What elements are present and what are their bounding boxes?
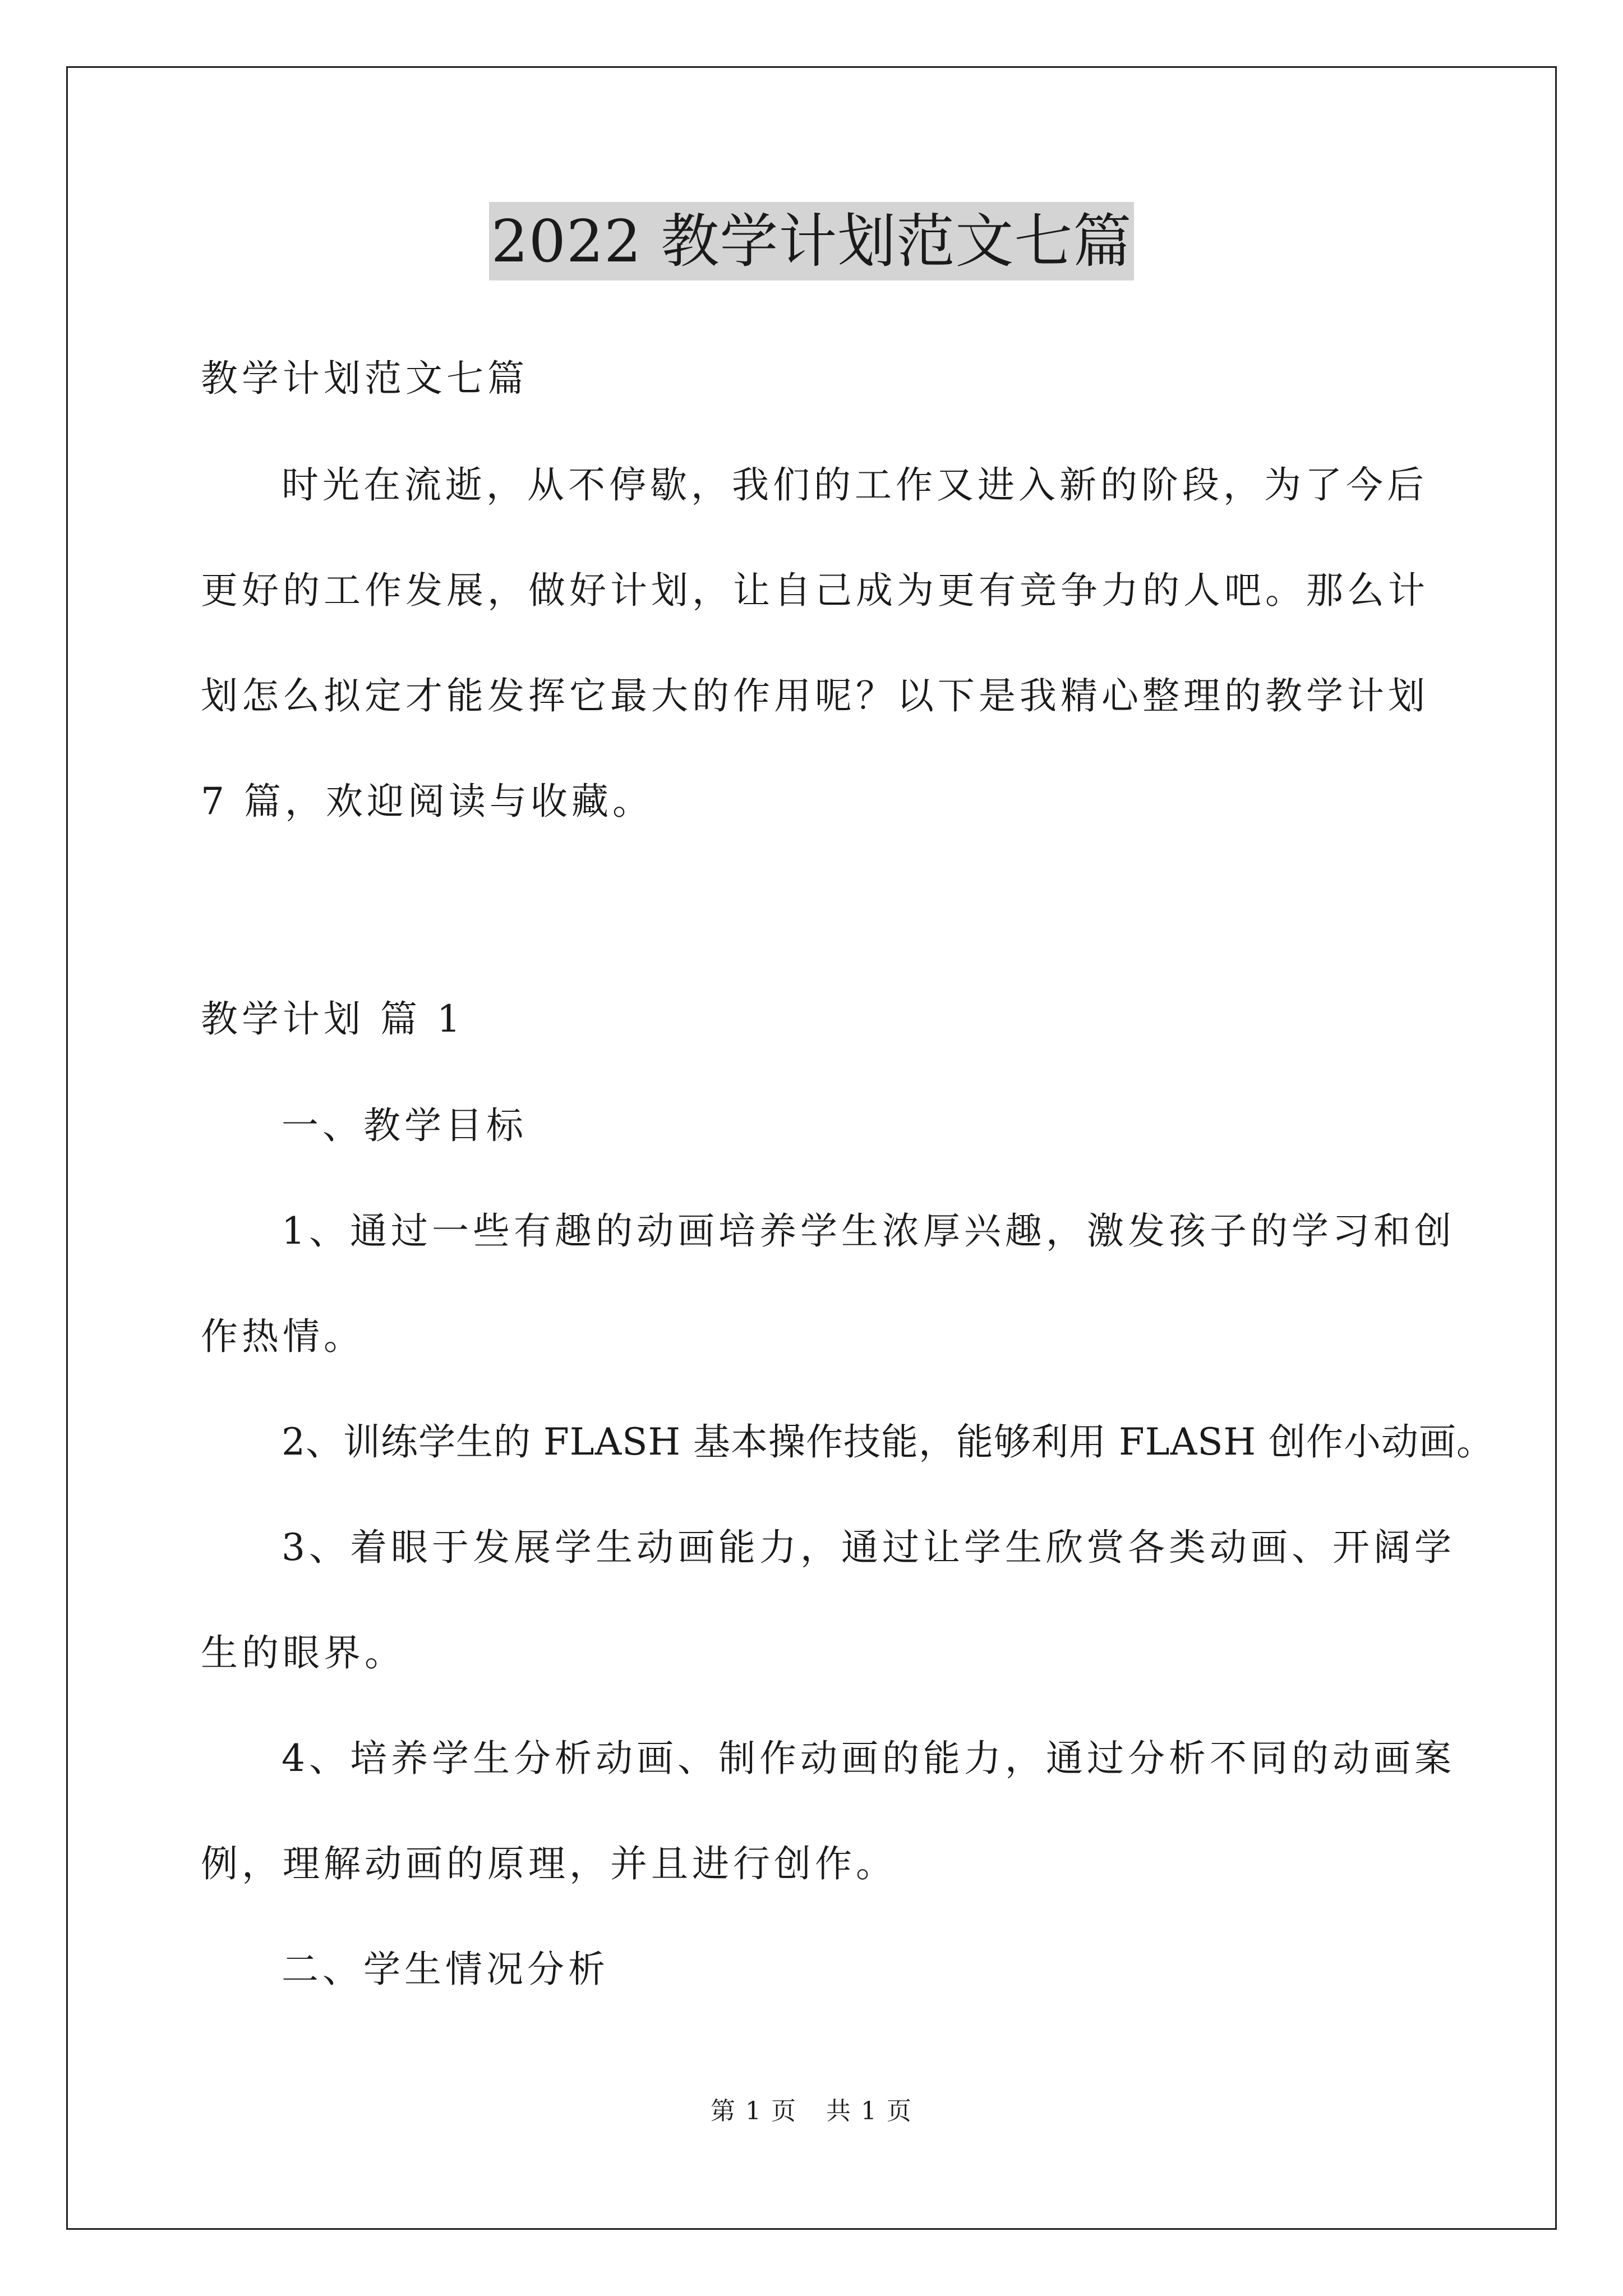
intro-line: 时光在流逝，从不停歇，我们的工作又进入新的阶段，为了今后	[282, 463, 1428, 507]
body-line: 2、训练学生的 FLASH 基本操作技能，能够利用 FLASH 创作小动画。	[282, 1420, 1495, 1464]
body-line: 3、着眼于发展学生动画能力，通过让学生欣赏各类动画、开阔学	[282, 1526, 1455, 1569]
document-title-text: 2022 教学计划范文七篇	[489, 202, 1135, 280]
document-title	[0, 202, 1623, 280]
body-line: 一、教学目标	[282, 1104, 527, 1147]
intro-line: 划怎么拟定才能发挥它最大的作用呢？以下是我精心整理的教学计划	[201, 674, 1429, 717]
document-subtitle: 教学计划范文七篇	[201, 357, 528, 400]
body-line: 1、通过一些有趣的动画培养学生浓厚兴趣，激发孩子的学习和创	[282, 1209, 1455, 1253]
body-line: 作热情。	[201, 1315, 365, 1358]
body-line: 4、培养学生分析动画、制作动画的能力，通过分析不同的动画案	[282, 1737, 1455, 1780]
page-footer	[0, 2095, 1623, 2128]
page-number: 第 1 页	[711, 2097, 797, 2125]
body-line: 生的眼界。	[201, 1631, 405, 1674]
body-line: 二、学生情况分析	[282, 1948, 609, 1991]
page-total: 共 1 页	[826, 2097, 912, 2125]
intro-line: 更好的工作发展，做好计划，让自己成为更有竞争力的人吧。那么计	[201, 569, 1429, 612]
section-heading: 教学计划 篇 1	[201, 997, 464, 1041]
intro-line: 7 篇，欢迎阅读与收藏。	[201, 780, 653, 823]
body-line: 例，理解动画的原理，并且进行创作。	[201, 1842, 897, 1885]
